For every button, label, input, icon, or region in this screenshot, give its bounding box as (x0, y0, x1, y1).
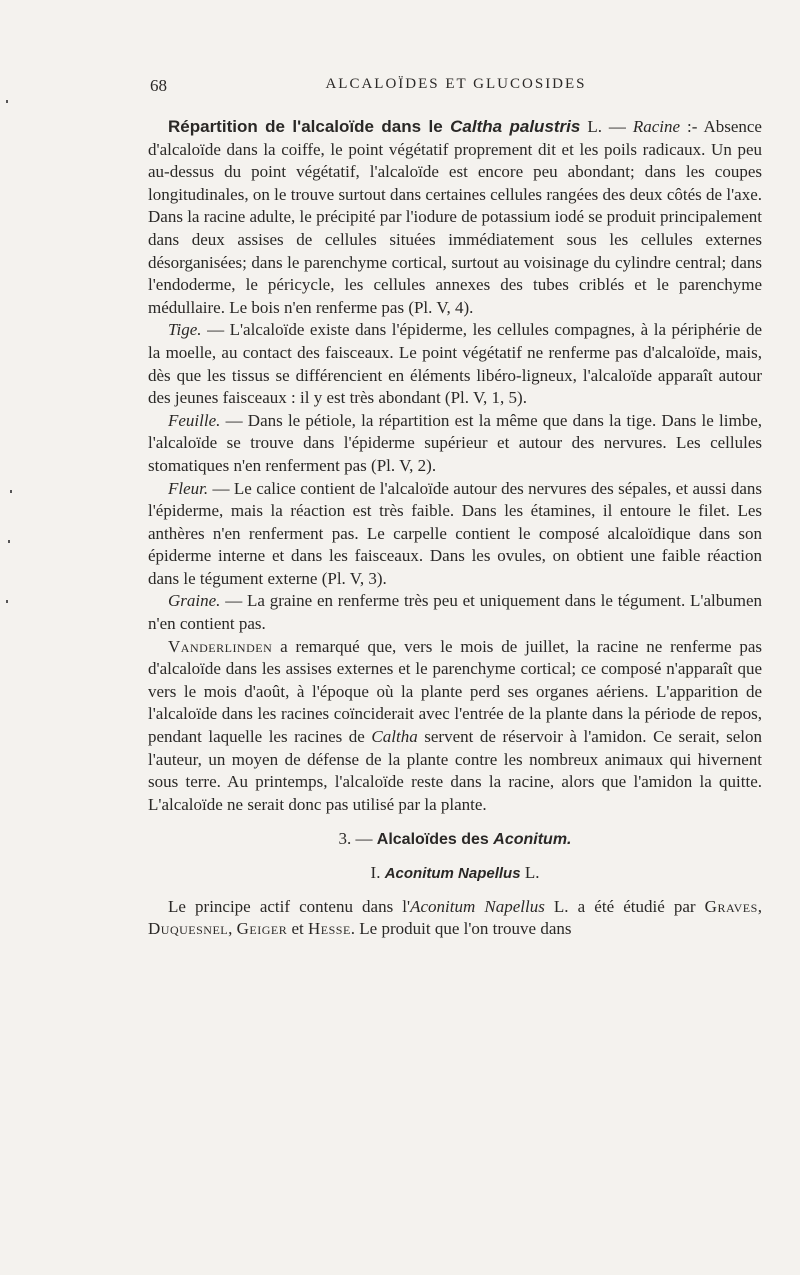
paragraph-graine: Graine. — La graine en renferme très peu et uniquement dans le tégument. L'albumen n'en contient pas. (148, 591, 762, 634)
author-vanderlinden: Vanderlinden (168, 636, 273, 656)
paragraph-feuille: Feuille. — Dans le pétiole, la répartition est la même que dans la tige. Dans le limbe, l'alcaloïde se trouve dans l'épiderme supérieur et autour des nervures. Les cellules stomatiques n'en renferment pas (Pl. V, 2). (148, 410, 762, 475)
paragraph-tige: Tige. — L'alcaloïde existe dans l'épiderme, les cellules compagnes, à la périphérie de la moelle, au contact des faisceaux. Le point végétatif ne renferme pas d'alcaloïde, mais, dès que les tissus se différencient en éléments libéro-ligneux, l'alcaloïde apparaît autour des jeunes faisceaux : il y est très abondant (Pl. V, 1, 5). (148, 320, 762, 408)
species-heading: I. Aconitum Napellus L. (370, 863, 540, 882)
author-geiger: Geiger (236, 919, 288, 939)
paragraph-vanderlinden: Vanderlinden a remarqué que, vers le mois de juillet, la racine ne renferme pas d'alcaloïde dans les assises externes et le parenchyme cortical; ce composé n'apparaît que vers le mois d'août, à l'époque où la plante perd ses organes aériens. L'apparition de l'alcaloïde dans les racines coïnciderait avec l'entrée de la plante dans la période de repos, pendant laquelle les racines de Caltha servent de réservoir à l'amidon. Ce serait, selon l'auteur, un moyen de défense de la plante contre les nombreux animaux qui hivernent sous terre. Au printemps, l'alcaloïde reste dans la racine, alors que l'amidon la quitte. L'alcaloïde ne serait donc pas utilisé par la plante. (148, 636, 762, 814)
margin-speck (10, 490, 12, 493)
subsection-heading: 3. — Alcaloïdes des Aconitum. (338, 829, 572, 849)
paragraph-racine: Répartition de l'alcaloïde dans le Caltha palustris L. — Racine :- Absence d'alcaloïde dans la coiffe, le point végétatif proprement dit et les poils radicaux. Un peu au-dessus du point végétatif, l'alcaloïde est encore peu abondant; dans les coupes longitudinales, on le trouve surtout dans certaines cellules rangées des deux côtés de l'axe. Dans la racine adulte, le précipité par l'iodure de potassium iodé se produit principalement dans deux assises de cellules situées immédiatement sous les cellules externes désorganisées; dans le parenchyme cortical, surtout au voisinage du cylindre central; dans l'endoderme, le péricycle, les cellules annexes des tubes criblés et le parenchyme médullaire. Le bois n'en renferme pas (Pl. V, 4). (148, 117, 762, 317)
run-in-graine: Graine. (168, 591, 221, 611)
body-text (148, 116, 762, 941)
run-in-racine: Racine (632, 117, 681, 136)
run-in-fleur: Fleur. (168, 478, 209, 498)
margin-speck (6, 600, 8, 603)
author-graves: Graves (704, 896, 758, 916)
paragraph-fleur: Fleur. — Le calice contient de l'alcaloïde autour des nervures des sépales, et aussi dans l'épiderme, mais la réaction est très faible. Dans les étamines, il entoure le filet. Les anthères n'en renferment pas. Le carpelle contient le composé alcaloïdique dans son épiderme interne et dans les faisceaux. Dans les ovules, on obtient une faible réaction dans le tégument externe (Pl. V, 3). (148, 478, 762, 588)
paragraph-aconitum: Le principe actif contenu dans l'Aconitum Napellus L. a été étudié par Graves, Duquesnel, Geiger et Hesse. Le produit que l'on trouve dans (148, 896, 762, 939)
run-in-feuille: Feuille. (168, 410, 221, 430)
margin-speck (8, 540, 10, 543)
margin-speck (6, 100, 8, 103)
author-hesse: Hesse (308, 919, 351, 939)
section-title: Répartition de l'alcaloïde dans le Caltha palustris (168, 117, 581, 136)
page-number: 68 (150, 76, 167, 95)
run-in-tige: Tige. (168, 320, 202, 340)
page-header (150, 76, 762, 102)
author-duquesnel: Duquesnel (148, 919, 229, 939)
running-title: ALCALOÏDES ET GLUCOSIDES (325, 76, 587, 92)
